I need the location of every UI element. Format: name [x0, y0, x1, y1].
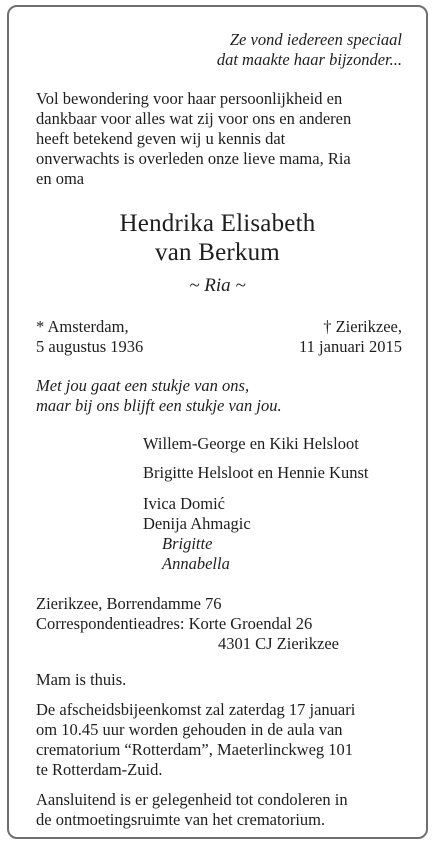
- grandchild-2: Annabella: [162, 554, 230, 573]
- birth-place: * Amsterdam,: [36, 317, 129, 336]
- family-line-1: Willem-George en Kiki Helsloot: [143, 434, 359, 453]
- correspondence-address: Correspondentieadres: Korte Groendal 26: [36, 614, 313, 633]
- closing-p2-line-4: te Rotterdam-Zuid.: [36, 760, 163, 779]
- closing-p1: Mam is thuis.: [36, 670, 127, 689]
- closing-p3-line-2: de ontmoetingsruimte van het crematorium.: [36, 810, 326, 829]
- quote-line-1: Met jou gaat een stukje van ons,: [36, 376, 250, 395]
- intro-line-5: en oma: [36, 169, 85, 188]
- deceased-name-line-1: Hendrika Elisabeth: [119, 210, 316, 237]
- quote-line-2: maar bij ons blijft een stukje van jou.: [36, 396, 282, 415]
- birth-date: 5 augustus 1936: [36, 337, 144, 356]
- intro-line-3: heeft betekend geven wij u kennis dat: [36, 129, 286, 148]
- grandchild-1: Brigitte: [162, 534, 213, 553]
- intro-line-2: dankbaar voor alles wat zij voor ons en anderen: [36, 109, 352, 128]
- closing-p2-line-2: om 10.45 uur worden gehouden in de aula van: [36, 720, 343, 739]
- obituary-card: [7, 5, 428, 839]
- intro-line-4: onverwachts is overleden onze lieve mama, Ria: [36, 149, 351, 168]
- motto-line-2: dat maakte haar bijzonder...: [216, 50, 402, 69]
- closing-p2-line-1: De afscheidsbijeenkomst zal zaterdag 17 januari: [36, 700, 356, 719]
- family-line-4: Denija Ahmagic: [143, 514, 251, 533]
- home-address: Zierikzee, Borrendamme 76: [36, 594, 222, 613]
- deceased-name-line-2: van Berkum: [155, 239, 280, 266]
- closing-p2-line-3: crematorium “Rotterdam”, Maeterlinckweg 101: [36, 740, 354, 759]
- death-date: 11 januari 2015: [299, 337, 402, 356]
- death-place: † Zierikzee,: [323, 317, 402, 336]
- family-line-3: Ivica Domić: [143, 494, 226, 513]
- intro-line-1: Vol bewondering voor haar persoonlijkheid en: [36, 89, 343, 108]
- deceased-nickname: ~ Ria ~: [189, 275, 246, 296]
- family-line-2: Brigitte Helsloot en Hennie Kunst: [143, 463, 369, 482]
- correspondence-address-line-2: 4301 CJ Zierikzee: [218, 634, 339, 653]
- closing-p3-line-1: Aansluitend is er gelegenheid tot condoleren in: [36, 790, 348, 809]
- motto-line-1: Ze vond iedereen speciaal: [229, 30, 402, 49]
